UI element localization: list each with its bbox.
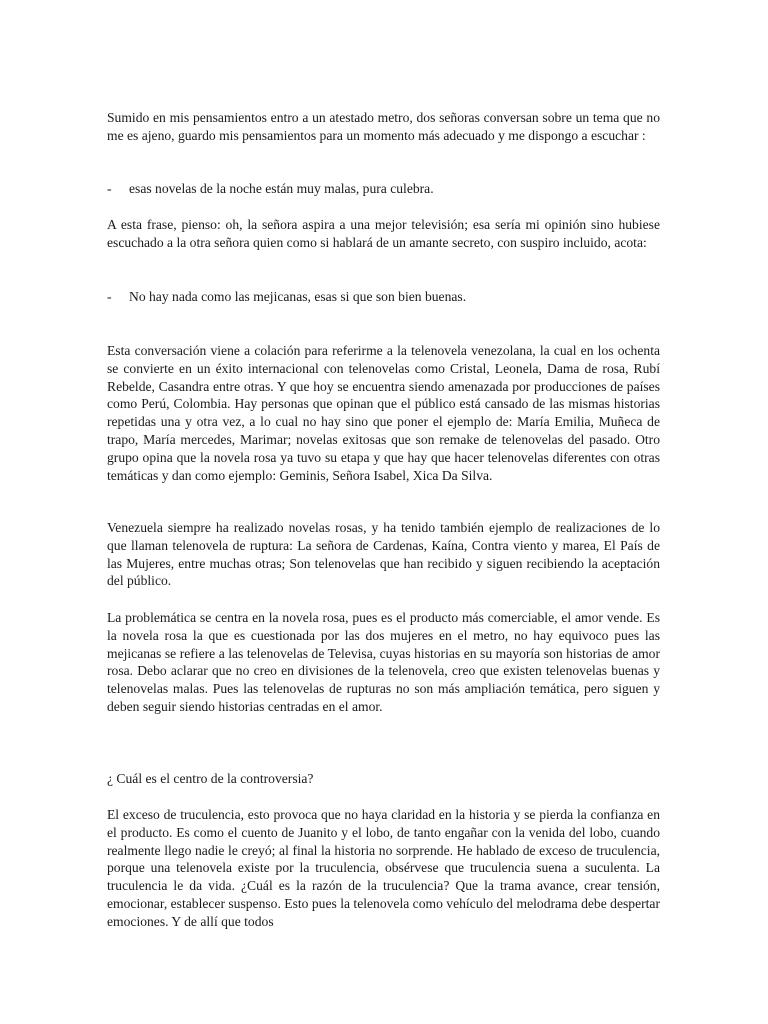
paragraph-venezuela: Venezuela siempre ha realizado novelas rosas, y ha tenido también ejemplo de realizaciones de lo que llaman telenovela de ruptura: La señora de Cardenas, Kaína, Contra viento y marea, El País de las Mujeres, entre muchas otras; Son telenovelas que han recibido y siguen recibiendo la aceptación del público. xyxy=(107,520,660,589)
paragraph-truculence: El exceso de truculencia, esto provoca que no haya claridad en la historia y se pierda la confianza en el producto. Es como el cuento de Juanito y el lobo, de tanto engañar con la venida del lobo, cuando realmente llego nadie le creyó; al final la historia no sorprende. He hablado de exceso de truculencia, porque una telenovela existe por la truculencia, obsérvese que truculencia suena a suculenta. La truculencia le da vida. ¿Cuál es la razón de la truculencia? Que la trama avance, crear tensión, emocionar, establecer suspenso. Esto pues la telenovela como vehículo del melodrama debe despertar emociones. Y de allí que todos xyxy=(107,807,660,929)
dash-marker: - xyxy=(107,289,112,304)
paragraph-context: Esta conversación viene a colación para referirme a la telenovela venezolana, la cual en los ochenta se convierte en un éxito internacional con telenovelas como Cristal, Leonela, Dama de rosa, Rubí Rebelde, Casandra entre otras. Y que hoy se encuentra siendo amenazada por producciones de países como Perú, Colombia. Hay personas que opinan que el público está cansado de las mismas historias repetidas una y otra vez, a lo cual no hay sino que poner el ejemplo de: María Emilia, Muñeca de trapo, María mercedes, Marimar; novelas exitosas que son remake de telenovelas del pasado. Otro grupo opina que la novela rosa ya tuvo su etapa y que hay que hacer telenovelas diferentes con otras temáticas y dan como ejemplo: Geminis, Señora Isabel, Xica Da Silva. xyxy=(107,343,660,483)
dialogue-text: esas novelas de la noche están muy malas, pura culebra. xyxy=(129,181,434,196)
dash-marker: - xyxy=(107,181,112,196)
paragraph-problem: La problemática se centra en la novela rosa, pues es el producto más comerciable, el amor vende. Es la novela rosa la que es cuestionada por las dos mujeres en el metro, no hay equivoco pues las mejicanas se refiere a las telenovelas de Televisa, cuyas historias en su mayoría son historias de amor rosa. Debo aclarar que no creo en divisiones de la telenovela, creo que existen telenovelas buenas y telenovelas malas. Pues las telenovelas de rupturas no son más ampliación temática, pero siguen y deben seguir siendo historias centradas en el amor. xyxy=(107,610,660,714)
paragraph-reaction: A esta frase, pienso: oh, la señora aspira a una mejor televisión; esa sería mi opinión sino hubiese escuchado a la otra señora quien como si hablará de un amante secreto, con suspiro incluido, acota: xyxy=(107,217,660,250)
dialogue-text: No hay nada como las mejicanas, esas si que son bien buenas. xyxy=(129,289,467,304)
section-question: ¿ Cuál es el centro de la controversia? xyxy=(107,771,314,786)
paragraph-intro: Sumido en mis pensamientos entro a un atestado metro, dos señoras conversan sobre un tema que no me es ajeno, guardo mis pensamientos para un momento más adecuado y me dispongo a escuchar : xyxy=(107,110,660,143)
